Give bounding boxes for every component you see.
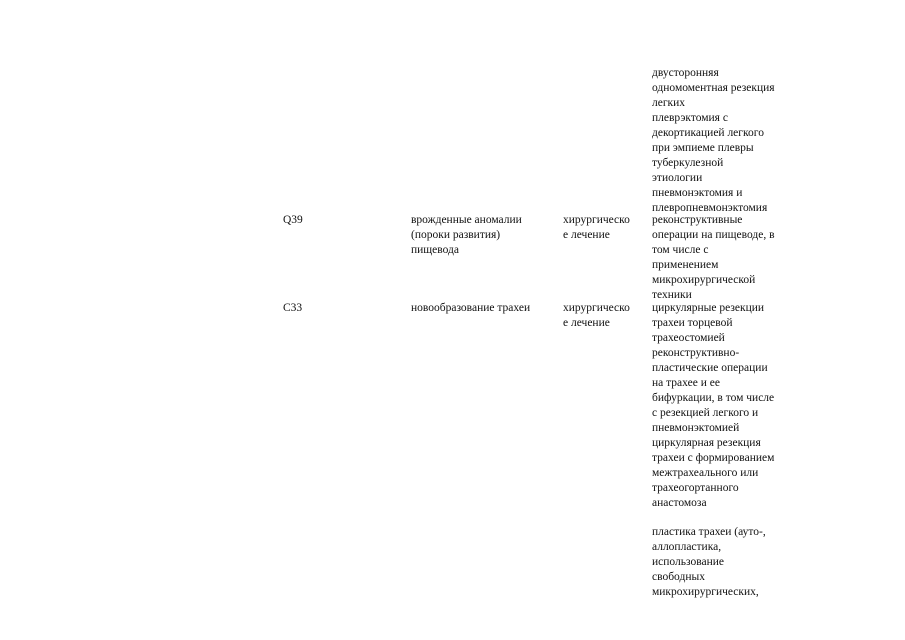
diagnosis-line: новообразование трахеи xyxy=(411,302,531,314)
row-treatment-c33 xyxy=(563,301,630,331)
row-treatment-q39 xyxy=(563,213,630,243)
method-line: двусторонняя xyxy=(652,67,719,79)
method-line: декортикацией легкого xyxy=(652,127,764,139)
method-line: с резекцией легкого и xyxy=(652,407,759,419)
method-line: операции на пищеводе, в xyxy=(652,229,775,241)
method-line: микрохирургической xyxy=(652,274,756,286)
method-line: бифуркации, в том числе xyxy=(652,392,775,404)
row-method-c33-continued xyxy=(652,525,766,600)
method-line: этиологии xyxy=(652,172,703,184)
diagnosis-line: пищевода xyxy=(411,244,459,256)
row-code-c33 xyxy=(283,301,302,316)
method-line: циркулярная резекция xyxy=(652,437,761,449)
method-line: пневмонэктомия и xyxy=(652,187,743,199)
diagnosis-line: врожденные аномалии xyxy=(411,214,522,226)
method-line: плевропневмонэктомия xyxy=(652,202,768,214)
method-line: плеврэктомия с xyxy=(652,112,728,124)
method-line: пластические операции xyxy=(652,362,768,374)
method-line: межтрахеального или xyxy=(652,467,759,479)
code-cell: C33 xyxy=(283,302,303,314)
method-line: при эмпиеме плевры xyxy=(652,142,754,154)
method-line: трахеогортанного xyxy=(652,482,739,494)
method-line: трахеи с формированием xyxy=(652,452,775,464)
method-line: туберкулезной xyxy=(652,157,724,169)
row-diagnosis-q39 xyxy=(411,213,522,258)
treatment-line: хирургическо xyxy=(563,214,630,226)
treatment-line: е лечение xyxy=(563,317,610,329)
row-method-c33 xyxy=(652,301,774,511)
method-line: использование xyxy=(652,556,725,568)
method-line: трахеи торцевой xyxy=(652,317,733,329)
top-method-cell xyxy=(652,66,775,216)
method-line: применением xyxy=(652,259,719,271)
diagnosis-line: (пороки развития) xyxy=(411,229,501,241)
method-line: трахеостомией xyxy=(652,332,725,344)
method-line: пластика трахеи (ауто-, xyxy=(652,526,766,538)
method-line: том числе с xyxy=(652,244,709,256)
treatment-line: хирургическо xyxy=(563,302,630,314)
method-line: реконструктивные xyxy=(652,214,743,226)
method-line: анастомоза xyxy=(652,497,707,509)
method-line: реконструктивно- xyxy=(652,347,740,359)
method-line: циркулярные резекции xyxy=(652,302,765,314)
method-line: аллопластика, xyxy=(652,541,722,553)
method-line: на трахее и ее xyxy=(652,377,720,389)
code-cell: Q39 xyxy=(283,214,303,226)
treatment-line: е лечение xyxy=(563,229,610,241)
method-line: пневмонэктомией xyxy=(652,422,740,434)
method-line: одномоментная резекция xyxy=(652,82,775,94)
row-diagnosis-c33 xyxy=(411,301,530,316)
method-line: техники xyxy=(652,289,692,301)
row-method-q39 xyxy=(652,213,775,303)
method-line: свободных xyxy=(652,571,705,583)
row-code-q39 xyxy=(283,213,303,228)
method-line: микрохирургических, xyxy=(652,586,759,598)
method-line: легких xyxy=(652,97,686,109)
